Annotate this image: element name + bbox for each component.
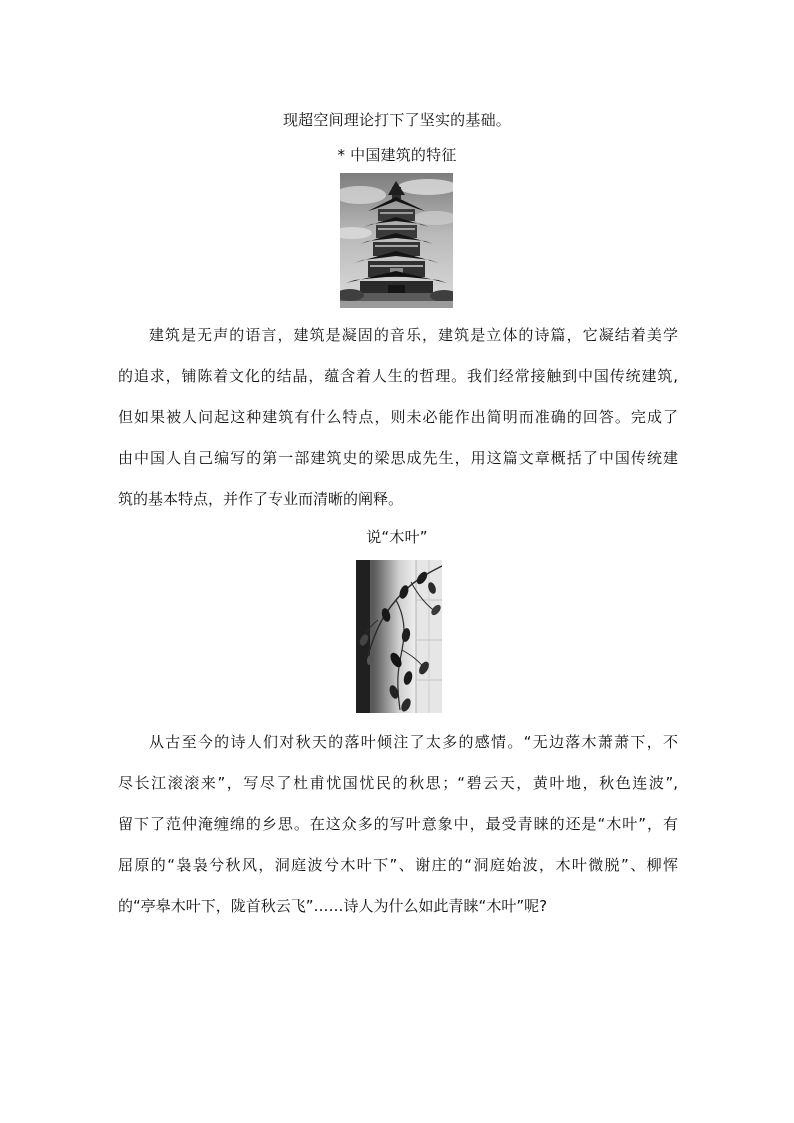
autumn-leaves-photo bbox=[356, 560, 442, 713]
paragraph-line: 留下了范仲淹缠绵的乡思。在这众多的写叶意象中，最受青睐的还是“木叶”，有 bbox=[118, 815, 678, 833]
paragraph-line: 的“亭皋木叶下，陇首秋云飞”……诗人为什么如此青睐“木叶”呢? bbox=[118, 897, 548, 915]
pagoda-tower-illustration bbox=[340, 173, 453, 308]
paragraph-line: 的追求，铺陈着文化的结晶，蕴含着人生的哲理。我们经常接触到中国传统建筑, bbox=[118, 367, 678, 385]
section-title-muye: 说“木叶” bbox=[366, 528, 428, 546]
paragraph-line: 由中国人自己编写的第一部建筑史的梁思成先生，用这篇文章概括了中国传统建 bbox=[118, 449, 678, 467]
paragraph-line: 屈原的“袅袅兮秋风，洞庭波兮木叶下”、谢庄的“洞庭始波，木叶微脱”、柳恽 bbox=[118, 856, 678, 874]
pagoda-tower-photo bbox=[340, 173, 453, 308]
intro-paragraph-architecture bbox=[118, 315, 678, 520]
paragraph-line: 但如果被人问起这种建筑有什么特点，则未必能作出简明而准确的回答。完成了 bbox=[118, 408, 678, 426]
section-title-chinese-architecture: * 中国建筑的特征 bbox=[337, 146, 457, 164]
paragraph-line: 筑的基本特点，并作了专业而清晰的阐释。 bbox=[118, 490, 404, 508]
branch-leaves-illustration bbox=[356, 560, 442, 713]
paragraph-line: 尽长江滚滚来”，写尽了杜甫忧国忧民的秋思；“碧云天，黄叶地，秋色连波”, bbox=[118, 774, 678, 792]
paragraph-line: 从古至今的诗人们对秋天的落叶倾注了太多的感情。“无边落木萧萧下，不 bbox=[149, 733, 678, 751]
paragraph-line: 建筑是无声的语言，建筑是凝固的音乐，建筑是立体的诗篇，它凝结着美学 bbox=[149, 326, 678, 344]
intro-tail-text: 现超空间理论打下了坚实的基础。 bbox=[282, 111, 511, 129]
intro-paragraph-muye bbox=[118, 722, 678, 927]
